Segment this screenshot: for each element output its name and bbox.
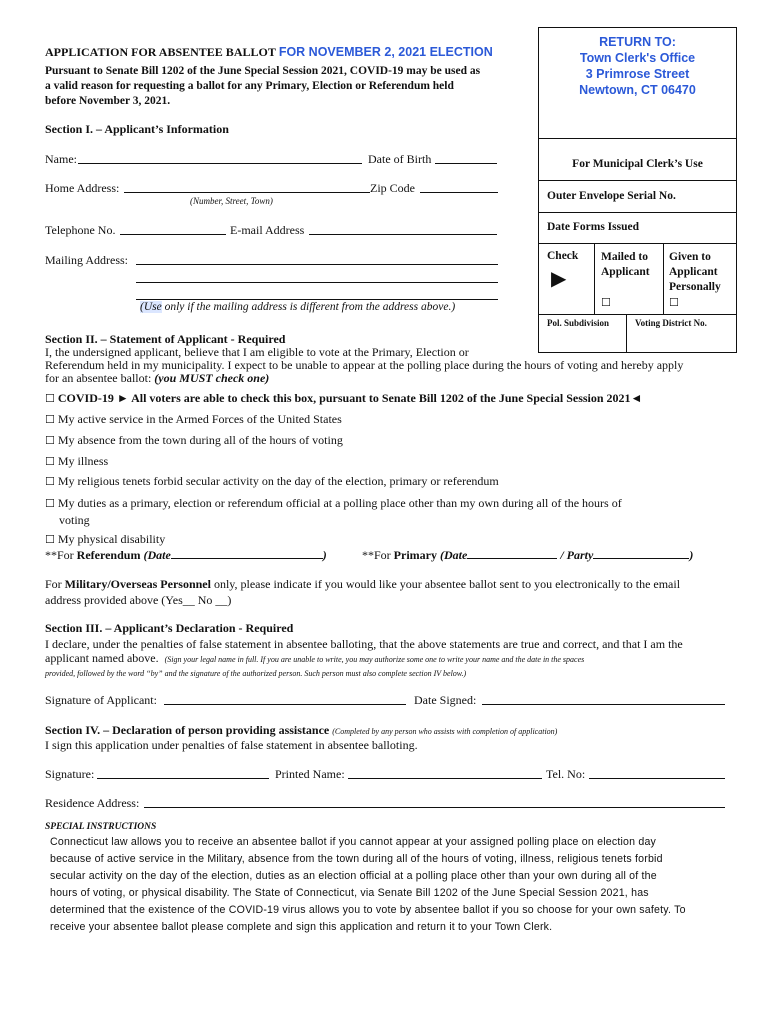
option-duties[interactable] (45, 495, 622, 528)
date-signed-field[interactable] (482, 704, 725, 705)
special-line: Connecticut law allows you to receive an absentee ballot if you cannot appear at your assigned polling place on election day (50, 836, 657, 848)
date-signed-label: Date Signed: (414, 693, 477, 707)
title-main: APPLICATION FOR ABSENTEE BALLOT (45, 45, 276, 59)
residence-address-field[interactable] (144, 807, 725, 808)
absence-checkbox[interactable]: ☐ (45, 434, 55, 447)
option-military[interactable] (45, 412, 342, 427)
primary-label: Primary (393, 548, 437, 562)
primary-party-field[interactable] (593, 547, 689, 559)
referendum-date-row (45, 547, 327, 563)
applicant-signature-label: Signature of Applicant: (45, 693, 157, 707)
duties-checkbox[interactable]: ☐ (45, 497, 55, 510)
telephone-field[interactable] (120, 234, 226, 235)
referendum-date-field[interactable] (171, 547, 323, 559)
given-line: Given to (669, 251, 711, 263)
military-note-a: For (45, 577, 65, 591)
intro-line: I, the undersigned applicant, believe that I am eligible to vote at the Primary, Election or (45, 345, 469, 359)
mailing-hint (140, 301, 455, 313)
primary-party-label: / Party (557, 548, 594, 562)
section4-note: (Completed by any person who assists with completion of application) (332, 727, 558, 736)
mailed-label (601, 250, 650, 280)
section3-title: Section III. – Applicant’s Declaration - Required (45, 621, 294, 635)
military-checkbox[interactable]: ☐ (45, 413, 55, 426)
mailing-address-field-2[interactable] (136, 282, 498, 283)
return-line: RETURN TO: (599, 35, 676, 49)
home-address-field[interactable] (124, 192, 370, 193)
option-religious[interactable] (45, 474, 499, 489)
subtitle-line: before November 3, 2021. (45, 95, 171, 107)
option-absence[interactable] (45, 433, 343, 448)
voting-district-label: Voting District No. (635, 318, 707, 328)
title-election: FOR NOVEMBER 2, 2021 ELECTION (278, 45, 493, 59)
subtitle-line: a valid reason for requesting a ballot for any Primary, Election or Referendum held (45, 80, 454, 92)
zip-label: Zip Code (370, 181, 415, 195)
disability-checkbox[interactable]: ☐ (45, 533, 55, 546)
referendum-prefix: **For (45, 548, 77, 562)
return-line: Newtown, CT 06470 (579, 83, 696, 97)
given-checkbox[interactable]: ☐ (669, 296, 679, 309)
given-label (669, 250, 721, 295)
mailing-hint-rest: only if the mailing address is different from the address above.) (161, 301, 456, 313)
military-overseas-note (45, 576, 680, 608)
special-line: hours of voting, or physical disability. The State of Connecticut, via Senate Bill 1202 of the June Special Session 2021, has (50, 887, 649, 899)
mailing-address-label: Mailing Address: (45, 253, 128, 267)
section4-title-row (45, 723, 557, 738)
dob-label: Date of Birth (368, 152, 432, 166)
duties-label: My duties as a primary, election or referendum official at a polling place other than my own during all of the hours of (57, 496, 622, 510)
home-address-label: Home Address: (45, 181, 120, 195)
decl-line: applicant named above. (45, 651, 159, 665)
primary-date-label: (Date (436, 548, 468, 562)
residence-address-label: Residence Address: (45, 796, 140, 810)
special-line: secular activity on the day of the election, duties as an election official at a polling place other than your own during all of the (50, 870, 657, 882)
duties-label-2: voting (59, 513, 90, 527)
subtitle-line: Pursuant to Senate Bill 1202 of the June Special Session 2021, COVID-19 may be used as (45, 65, 481, 77)
address-hint: (Number, Street, Town) (190, 196, 273, 206)
decl-line: I declare, under the penalties of false statement in absentee balloting, that the above statements are true and correct, and that I am the (45, 637, 683, 651)
applicant-signature-field[interactable] (164, 704, 406, 705)
option-covid[interactable] (45, 391, 642, 406)
printed-name-field[interactable] (348, 778, 542, 779)
pol-subdivision-label: Pol. Subdivision (547, 318, 610, 328)
illness-label: My illness (57, 454, 109, 468)
tel-label: Tel. No: (546, 767, 586, 781)
tel-field[interactable] (589, 778, 725, 779)
return-line: Town Clerk's Office (579, 51, 696, 65)
section4-declaration: I sign this application under penalties of false statement in absentee balloting. (45, 738, 418, 752)
intro-must: (you MUST check one) (151, 371, 270, 385)
municipal-use-label: For Municipal Clerk’s Use (572, 158, 703, 170)
military-note-yes-no[interactable]: address provided above (Yes__ No __) (45, 593, 232, 607)
special-line: because of active service in the Military, absence from the town during all of the hours of voting, illness, religious tenets forbid (50, 853, 663, 865)
covid-checkbox[interactable]: ☐ (45, 392, 55, 405)
referendum-date-label: (Date (140, 548, 171, 562)
zip-field[interactable] (420, 192, 498, 193)
assistant-signature-label: Signature: (45, 767, 95, 781)
form-title (45, 45, 493, 60)
disability-label: My physical disability (57, 532, 166, 546)
section4-title: Section IV. – Declaration of person providing assistance (45, 723, 330, 737)
referendum-label: Referendum (76, 548, 141, 562)
primary-close: ) (689, 548, 694, 562)
form-subtitle (45, 64, 480, 109)
special-instructions-body (50, 834, 730, 936)
email-label: E-mail Address (230, 223, 305, 237)
arrow-right-icon: ▶ (551, 266, 567, 290)
special-instructions-title: SPECIAL INSTRUCTIONS (45, 822, 157, 832)
assistant-signature-field[interactable] (97, 778, 269, 779)
clerk-use-box (538, 27, 737, 353)
telephone-label: Telephone No. (45, 223, 116, 237)
return-line: 3 Primrose Street (585, 67, 690, 81)
intro-line: for an absentee ballot: (45, 371, 152, 385)
decl-note-2: provided, followed by the word “by” and the signature of the authorized person. Such person must also complete section IV below.) (45, 669, 467, 678)
name-field[interactable] (78, 163, 362, 164)
referendum-close: ) (322, 548, 327, 562)
absence-label: My absence from the town during all of the hours of voting (57, 433, 343, 447)
covid-label: COVID-19 ► All voters are able to check this box, pursuant to Senate Bill 1202 of the June Special Session 2021◄ (57, 391, 643, 405)
option-disability[interactable] (45, 532, 165, 547)
special-line: receive your absentee ballot please complete and sign this application and return it to your Town Clerk. (50, 921, 553, 933)
religious-label: My religious tenets forbid secular activity on the day of the election, primary or referendum (57, 474, 499, 488)
email-field[interactable] (309, 234, 497, 235)
dob-field[interactable] (435, 163, 497, 164)
military-note-b: Military/Overseas Personnel (64, 577, 211, 591)
mailing-address-field-1[interactable] (136, 264, 498, 265)
printed-name-label: Printed Name: (275, 767, 345, 781)
intro-line: Referendum held in my municipality. I expect to be unable to appear at the polling place during the hours of voting and hereby apply (45, 358, 684, 372)
return-address (539, 28, 736, 138)
date-issued-label: Date Forms Issued (547, 221, 639, 233)
military-label: My active service in the Armed Forces of the United States (57, 412, 342, 426)
given-line: Personally (669, 281, 721, 293)
section2-title: Section II. – Statement of Applicant - Required (45, 332, 286, 346)
mailed-checkbox[interactable]: ☐ (601, 296, 611, 309)
mailing-address-field-3[interactable] (136, 299, 498, 300)
religious-checkbox[interactable]: ☐ (45, 475, 55, 488)
military-note-c: only, please indicate if you would like your absentee ballot sent to you electronically to the email (210, 577, 681, 591)
mailed-line: Applicant (601, 266, 650, 278)
mailed-line: Mailed to (601, 251, 648, 263)
section1-title: Section I. – Applicant’s Information (45, 122, 229, 136)
given-line: Applicant (669, 266, 718, 278)
mailing-hint-use: (Use (140, 301, 162, 313)
section2-intro (45, 346, 683, 385)
option-illness[interactable] (45, 454, 108, 469)
section3-declaration (45, 637, 683, 680)
illness-checkbox[interactable]: ☐ (45, 455, 55, 468)
primary-row (362, 547, 693, 563)
special-line: determined that the existence of the COVID-19 virus allows you to vote by absentee ballot if you so choose for your own safety. To (50, 904, 686, 916)
check-label: Check (547, 250, 579, 262)
decl-note: (Sign your legal name in full. If you are unable to write, you may authorize some one to write your name and the date in the spaces (164, 655, 585, 664)
name-label: Name: (45, 152, 77, 166)
serial-label: Outer Envelope Serial No. (547, 190, 676, 202)
primary-date-field[interactable] (467, 547, 557, 559)
primary-prefix: **For (362, 548, 394, 562)
